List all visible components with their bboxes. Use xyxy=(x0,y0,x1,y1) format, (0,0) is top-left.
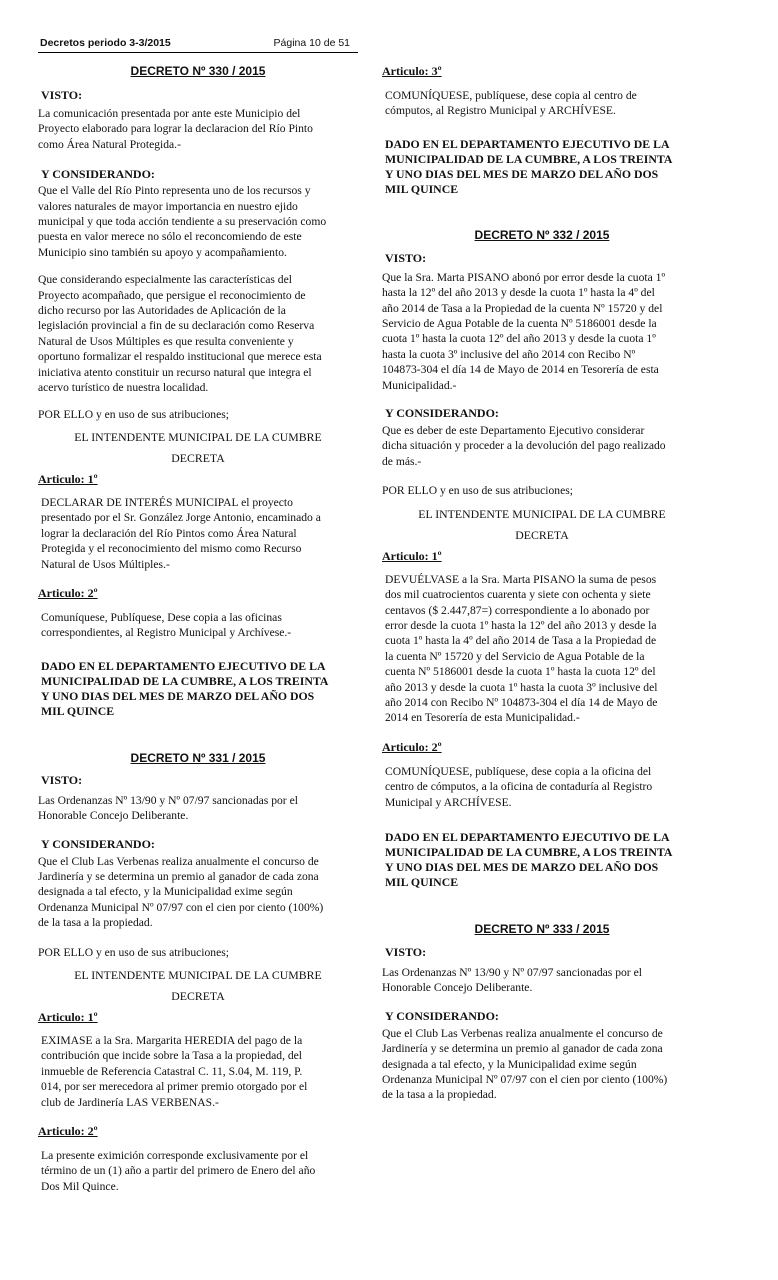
decree-330-decreta: DECRETA xyxy=(171,450,225,465)
decree-331-intendente: EL INTENDENTE MUNICIPAL DE LA CUMBRE xyxy=(74,968,322,982)
decree-331-title: DECRETO Nº 331 / 2015 xyxy=(130,750,266,765)
decree-330-title: DECRETO Nº 330 / 2015 xyxy=(130,64,266,78)
decree-330-art1: DECLARAR DE INTERÉS MUNICIPAL el proyecto presentado por el Sr. González Jorge Antonio, encaminado a lograr la declaración del Río Pintos como Área Natural Protegida y el reconocimiento del mismo como Recurso Natural de Usos Múltiples.- xyxy=(41,495,321,571)
header-period: Decretos periodo 3-3/2015 xyxy=(40,37,171,49)
decree-331-decreta: DECRETA xyxy=(171,989,225,1003)
decree-330-intendente: EL INTENDENTE MUNICIPAL DE LA CUMBRE xyxy=(74,429,322,444)
decree-330-art2-label: Articulo: 2º xyxy=(38,585,98,600)
decree-330-visto: La comunicación presentada por ante este Municipio del Proyecto elaborado para lograr la declaracion del Río Pinto como Área Natural Protegida.- xyxy=(38,107,313,151)
decree-333-visto: Las Ordenanzas Nº 13/90 y Nº 07/97 sancionadas por el Honorable Concejo Deliberante. xyxy=(382,965,642,995)
decree-332-intendente: EL INTENDENTE MUNICIPAL DE LA CUMBRE xyxy=(418,506,666,521)
decree-331-visto-label: VISTO: xyxy=(41,772,83,787)
decree-332-closing: DADO EN EL DEPARTAMENTO EJECUTIVO DE LA MUNICIPALIDAD DE LA CUMBRE, A LOS TREINTA Y UNO DIAS DEL MES DE MARZO DEL AÑO DOS MIL QUINCE xyxy=(385,829,673,889)
decree-331-closing: DADO EN EL DEPARTAMENTO EJECUTIVO DE LA MUNICIPALIDAD DE LA CUMBRE, A LOS TREINTA Y UNO DIAS DEL MES DE MARZO DEL AÑO DOS MIL QUINCE xyxy=(385,136,673,196)
decree-332-visto-label: VISTO: xyxy=(385,250,427,265)
decree-332-art1: DEVUÉLVASE a la Sra. Marta PISANO la suma de pesos dos mil cuatrocientos cuarenta y siete con ochenta y siete centavos ($ 2.447,87=) correspondiente a lo abonado por error desde la cuota 1º hasta la 12º del año 2013 y desde la cuota 1º hasta la 4º del año 2014 de Tasa a la Propiedad de la cuenta Nº 15720 y del Servicio de Agua Potable de la cuenta Nº 5186001 desde la cuota 1º hasta la cuota 12º del año 2013 y desde la cuota 1º hasta la cuota 3º inclusive del año 2014 con Recibo Nº 104873-304 el día 14 de Mayo de 2014 en Tesorería de esta Municipalidad.- xyxy=(385,572,658,725)
decree-332-considerando: Que es deber de este Departamento Ejecutivo considerar dicha situación y proceder a la devolución del pago realizado de más.- xyxy=(382,424,666,468)
left-column xyxy=(38,60,358,1275)
decree-331-visto: Las Ordenanzas Nº 13/90 y Nº 07/97 sancionadas por el Honorable Concejo Deliberante. xyxy=(38,793,298,823)
decree-332-title: DECRETO Nº 332 / 2015 xyxy=(474,227,610,242)
decree-333-visto-label: VISTO: xyxy=(385,944,427,959)
decree-333-considerando: Que el Club Las Verbenas realiza anualmente el concurso de Jardinería y se determina un premio al ganador de cada zona designada a tal efecto, y la Municipalidad exime según Ordenanza Municipal Nº 07/97 con el cien por ciento (100%) de la tasa a la propiedad. xyxy=(382,1026,668,1102)
decree-331-art1-label: Articulo: 1º xyxy=(38,1010,98,1024)
right-column xyxy=(382,60,702,1275)
decree-332-decreta: DECRETA xyxy=(515,527,569,542)
decree-333-considerando-label: Y CONSIDERANDO: xyxy=(385,1008,499,1023)
decree-332-considerando-label: Y CONSIDERANDO: xyxy=(385,406,499,421)
decree-332-art1-label: Articulo: 1º xyxy=(382,548,442,563)
decree-330-art1-label: Articulo: 1º xyxy=(38,471,98,486)
decree-331-art2: La presente eximición corresponde exclusivamente por el término de un (1) año a partir del primero de Enero del año Dos Mil Quince. xyxy=(41,1149,316,1193)
decree-330-considerando-1: Que el Valle del Río Pinto representa uno de los recursos y valores naturales de mayor importancia en nuestro ejido municipal y que toda acción tendiente a su preservación como puesta en valor merece no sólo el reconcomiendo de este Municipio sino también su apoyo y acompañamiento. xyxy=(38,184,327,259)
decree-330-considerando-2: Que considerando especialmente las características del Proyecto acompañado, que persigue el reconocimiento de dicho recurso por las Autoridades de Aplicación de la legislación provincial a fin de su declaración como Reserva Natural de Usos Múltiples es que resulta conveniente y oportuno formalizar el respaldo institucional que merece esta iniciativa atento constituir un recurso natural que integra el acervo turístico de nuestra localidad. xyxy=(38,273,322,395)
decree-331-considerando: Que el Club Las Verbenas realiza anualmente el concurso de Jardinería y se determina un premio al ganador de cada zona designada a tal efecto, y la Municipalidad exime según Ordenanza Municipal Nº 07/97 con el cien por ciento (100%) de la tasa a la propiedad. xyxy=(38,854,324,930)
decree-332-art2-label: Articulo: 2º xyxy=(382,739,442,754)
decree-330-por-ello: POR ELLO y en uso de sus atribuciones; xyxy=(38,407,229,421)
decree-330-art2: Comuníquese, Publíquese, Dese copia a las oficinas correspondientes, al Registro Municipal y Archívese.- xyxy=(41,610,292,640)
decree-331-art3-label: Articulo: 3º xyxy=(382,64,442,78)
decree-332-visto: Que la Sra. Marta PISANO abonó por error desde la cuota 1º hasta la 12º del año 2013 y desde la cuota 1º hasta la 4º del año 2014 de Tasa a la Propiedad de la cuenta Nº 15720 y del Servicio de Agua Potable de la cuenta Nº 5186001 desde la cuota 1º hasta la cuota 12º del año 2013 y desde la cuota 1º hasta la cuota 3º inclusive del año 2014 con Recibo Nº 104873-304 el día 14 de Mayo de 2014 en Tesorería de esta Municipalidad.- xyxy=(382,270,666,392)
decree-333-title: DECRETO Nº 333 / 2015 xyxy=(474,921,610,936)
decree-331-art3: COMUNÍQUESE, publíquese, dese copia al centro de cómputos, al Registro Municipal y ARCHÍVESE. xyxy=(385,89,637,118)
decree-331-art2-label: Articulo: 2º xyxy=(38,1124,98,1139)
decree-330-closing: DADO EN EL DEPARTAMENTO EJECUTIVO DE LA MUNICIPALIDAD DE LA CUMBRE, A LOS TREINTA Y UNO DIAS DEL MES DE MARZO DEL AÑO DOS MIL QUINCE xyxy=(41,658,329,718)
decree-332-por-ello: POR ELLO y en uso de sus atribuciones; xyxy=(382,484,573,498)
decree-331-art1: EXIMASE a la Sra. Margarita HEREDIA del pago de la contribución que incide sobre la Tasa a la propiedad, del inmueble de Referencia Catastral C. 11, S.04, M. 119, P. 014, por ser merecedora al primer premio otorgado por el club de Jardinería LAS VERBENAS.- xyxy=(41,1034,308,1109)
decree-330-considerando-label: Y CONSIDERANDO: xyxy=(41,167,155,182)
page-header xyxy=(38,34,358,53)
header-page-number: Página 10 de 51 xyxy=(273,37,350,49)
decree-332-art2: COMUNÍQUESE, publíquese, dese copia a la oficina del centro de cómputos, a la oficina de contaduría al Registro Municipal y ARCHÍVESE. xyxy=(385,764,653,809)
decree-330-visto-label: VISTO: xyxy=(41,88,83,102)
decree-331-por-ello: POR ELLO y en uso de sus atribuciones; xyxy=(38,945,229,959)
decree-331-considerando-label: Y CONSIDERANDO: xyxy=(41,836,155,851)
